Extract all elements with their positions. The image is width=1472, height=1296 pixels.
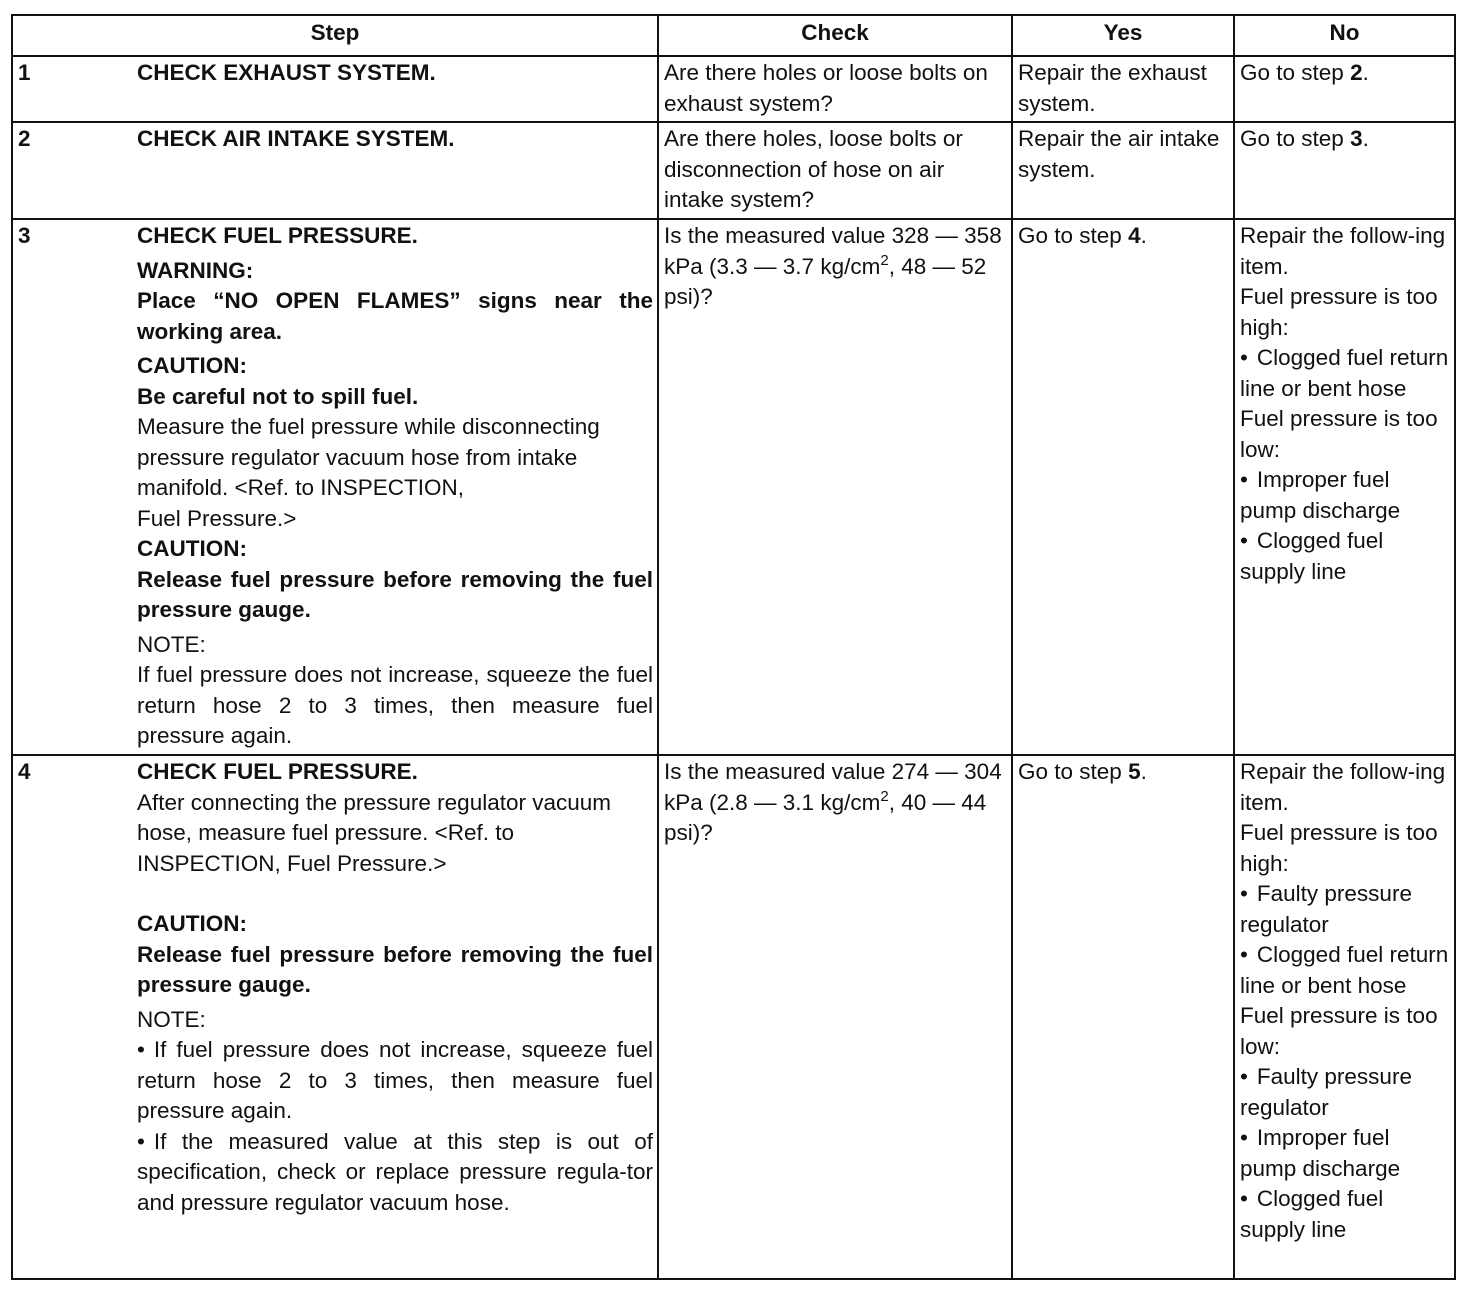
procedure-text: Measure the fuel pressure while disconnecting pressure regulator vacuum hose from intake manifold. <Ref. to INSPECTION,: [137, 414, 600, 500]
check-superscript: 2: [880, 251, 889, 269]
caution-text-end: .: [304, 597, 311, 622]
no-bullet-item: • Clogged fuel return line or bent hose: [1240, 940, 1449, 1001]
table-header-row: [12, 15, 1455, 56]
step-title: CHECK FUEL PRESSURE.: [137, 223, 418, 248]
check-cell: Are there holes, loose bolts or disconnection of hose on air intake system?: [658, 122, 1012, 219]
caution-text-end: .: [304, 972, 311, 997]
column-header-check: Check: [658, 15, 1012, 56]
note-text: If fuel pressure does not increase, squeeze the fuel return hose 2 to 3 times, then measure fuel pressure again.: [137, 662, 653, 748]
no-prefix: Go to step: [1240, 60, 1351, 85]
yes-prefix: Go to step: [1018, 223, 1129, 248]
no-cell: [1234, 755, 1455, 1279]
step-number: 2: [18, 126, 31, 151]
no-prefix: Go to step: [1240, 126, 1351, 151]
note-bullet-item: • If fuel pressure does not increase, squeeze fuel return hose 2 to 3 times, then measure fuel pressure again.: [137, 1035, 653, 1127]
procedure-text-ref: Fuel Pressure.>: [137, 505, 297, 531]
step-title: CHECK FUEL PRESSURE.: [137, 759, 418, 784]
no-line: Fuel pressure is too low:: [1240, 406, 1438, 462]
table-row: [12, 755, 1455, 1279]
no-step-ref: 3: [1350, 126, 1363, 151]
step-cell: [12, 122, 658, 219]
caution-text: [137, 565, 653, 626]
warning-label: WARNING:: [137, 257, 254, 283]
caution-label: CAUTION:: [137, 536, 247, 561]
no-cell: [1234, 122, 1455, 219]
check-cell: Are there holes or loose bolts on exhaust system?: [658, 56, 1012, 122]
no-cell: [1234, 56, 1455, 122]
yes-cell: Repair the air intake system.: [1012, 122, 1234, 219]
yes-suffix: .: [1140, 759, 1147, 784]
table-row: [12, 122, 1455, 219]
no-cell: [1234, 219, 1455, 755]
no-bullet-item: • Clogged fuel supply line: [1240, 526, 1449, 587]
yes-cell: Repair the exhaust system.: [1012, 56, 1234, 122]
check-cell: [658, 755, 1012, 1279]
table-row: [12, 219, 1455, 755]
step-title: CHECK AIR INTAKE SYSTEM.: [137, 126, 455, 151]
no-bullet-item: • Improper fuel pump discharge: [1240, 465, 1449, 526]
no-line: Fuel pressure is too high:: [1240, 284, 1438, 340]
yes-cell: [1012, 755, 1234, 1279]
check-text-end: , 48 — 52 psi)?: [664, 253, 987, 309]
no-bullet-item: • Clogged fuel return line or bent hose: [1240, 343, 1449, 404]
check-text-end: , 40 — 44 psi)?: [664, 789, 987, 845]
check-text: Is the measured value 328 — 358 kPa (3.3 — 3.7 kg/cm: [664, 223, 1002, 279]
warning-text: Place “NO OPEN FLAMES” signs near the working area.: [137, 288, 653, 344]
no-bullet-item: • Faulty pressure regulator: [1240, 1062, 1449, 1123]
diagnostic-table: [11, 14, 1456, 1280]
no-line: Fuel pressure is too high:: [1240, 820, 1438, 876]
no-line: Repair the follow-ing item.: [1240, 759, 1446, 815]
caution-text-main: Release fuel pressure before removing the fuel pressure gauge: [137, 566, 653, 622]
note-bullet-item: • If the measured value at this step is out of specification, check or replace pressure regula-tor and pressure regulator vacuum hose.: [137, 1127, 653, 1219]
column-header-yes: Yes: [1012, 15, 1234, 56]
yes-cell: [1012, 219, 1234, 755]
no-line: Fuel pressure is too low:: [1240, 1003, 1438, 1059]
check-superscript: 2: [880, 787, 889, 805]
step-cell: [12, 755, 658, 1279]
no-bullet-item: • Clogged fuel supply line: [1240, 1184, 1449, 1245]
no-line: Repair the follow-ing item.: [1240, 223, 1446, 279]
step-cell: [12, 56, 658, 122]
check-cell: [658, 219, 1012, 755]
note-label: NOTE:: [137, 631, 206, 657]
step-number: 4: [18, 759, 31, 784]
step-cell: [12, 219, 658, 755]
column-header-no: No: [1234, 15, 1455, 56]
check-text: Is the measured value 274 — 304 kPa (2.8 — 3.1 kg/cm: [664, 759, 1002, 815]
step-number: 3: [18, 223, 31, 248]
yes-prefix: Go to step: [1018, 759, 1129, 784]
no-bullet-item: • Faulty pressure regulator: [1240, 879, 1449, 940]
yes-step-ref: 5: [1128, 759, 1141, 784]
yes-step-ref: 4: [1128, 223, 1141, 248]
yes-suffix: .: [1140, 223, 1147, 248]
caution-text-main: Release fuel pressure before removing the fuel pressure gauge: [137, 941, 653, 997]
column-header-step: Step: [12, 15, 658, 56]
no-bullet-item: • Improper fuel pump discharge: [1240, 1123, 1449, 1184]
step-title: CHECK EXHAUST SYSTEM.: [137, 60, 436, 85]
table-row: [12, 56, 1455, 122]
caution-text: [137, 940, 653, 1001]
no-suffix: .: [1362, 60, 1369, 85]
caution-text: Be careful not to spill fuel.: [137, 383, 419, 409]
no-step-ref: 2: [1350, 60, 1363, 85]
caution-label: CAUTION:: [137, 353, 247, 378]
note-label: NOTE:: [137, 1006, 206, 1032]
step-number: 1: [18, 60, 31, 85]
caution-label: CAUTION:: [137, 911, 247, 936]
no-suffix: .: [1362, 126, 1369, 151]
procedure-text: After connecting the pressure regulator vacuum hose, measure fuel pressure. <Ref. to INSPECTION, Fuel Pressure.>: [137, 789, 612, 876]
